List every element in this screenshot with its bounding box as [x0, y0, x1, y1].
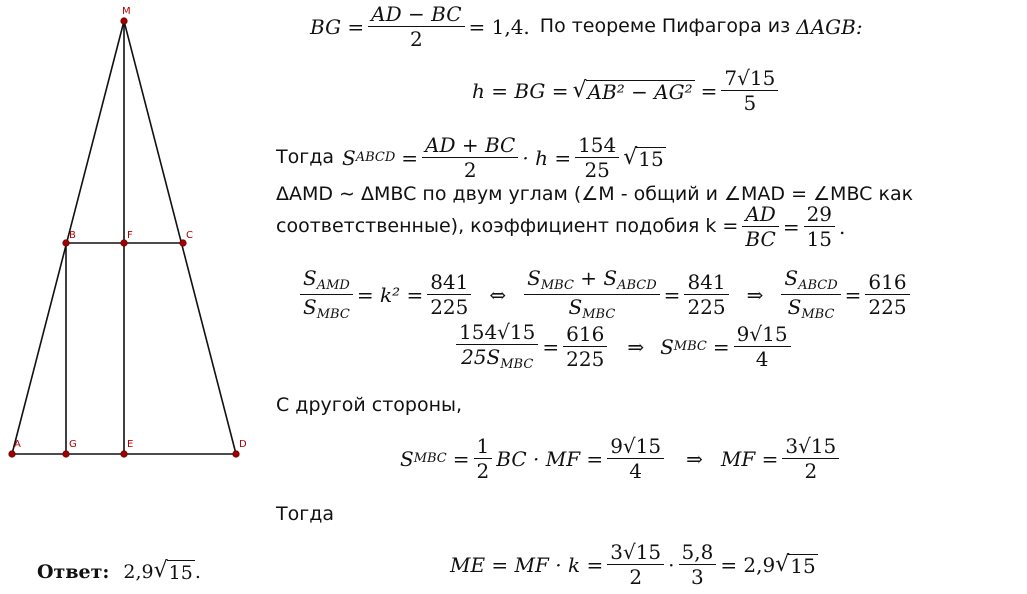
implies-symbol: ⇒ — [627, 334, 645, 359]
area-symbol: S — [660, 334, 674, 359]
fraction-numerator: $S_{ABCD}$ — [781, 268, 840, 295]
fraction-numerator: 616 — [563, 324, 607, 347]
mf-formula — [400, 436, 843, 481]
similarity-coefficient — [276, 204, 845, 249]
fraction — [721, 68, 778, 113]
bg-lhs: BG = — [310, 14, 365, 39]
fraction-denominator: $S_{MBC}$ — [568, 295, 616, 322]
fraction-numerator: 154 — [575, 135, 619, 158]
me-formula — [450, 542, 818, 587]
fraction-denominator: 4 — [629, 459, 643, 483]
fraction — [427, 272, 471, 317]
fraction-numerator: $S_{MBC} + S_{ABCD}$ — [524, 268, 660, 295]
then-text: Тогда — [276, 146, 334, 168]
mf-lhs: MF = — [720, 446, 779, 471]
formula-area-abcd — [276, 135, 666, 180]
equals: = — [401, 145, 419, 170]
fraction-numerator: 1 — [474, 436, 493, 459]
fraction-denominator: 225 — [566, 347, 605, 371]
then-text-2 — [276, 503, 334, 525]
point-M — [121, 18, 128, 25]
fraction-denominator: 225 — [687, 295, 726, 319]
sqrt: √ AB² − AG² — [572, 77, 693, 104]
fraction-numerator: 154√15 — [456, 322, 538, 345]
fraction-denominator: 225 — [430, 295, 469, 319]
fraction — [563, 324, 607, 369]
fraction — [575, 135, 619, 180]
coefficient-text: соответственные), коэффициент подобия k = — [276, 215, 739, 237]
formula-height — [472, 68, 782, 113]
fraction-numerator: 841 — [427, 272, 471, 295]
sqrt: √ 15 — [775, 551, 816, 578]
fraction — [456, 322, 538, 371]
dot-operator: · — [668, 552, 675, 577]
fraction — [422, 135, 518, 180]
equals: = — [712, 334, 730, 359]
implies-symbol: ⇒ — [686, 446, 703, 471]
fraction-denominator: 25 — [584, 158, 610, 182]
label-F: F — [127, 230, 133, 241]
fraction — [474, 436, 493, 481]
height-lhs: h = BG = — [472, 78, 569, 103]
sqrt-argument: AB² − AG² — [587, 79, 693, 104]
me-result: = 2,9 — [720, 552, 776, 577]
fraction — [524, 268, 660, 321]
fraction-denominator: BC — [745, 227, 776, 251]
fraction-numerator: $S_{AMD}$ — [300, 268, 353, 295]
trapezoid-figure — [0, 0, 260, 470]
sqrt: √ 15 — [623, 144, 664, 171]
fraction-numerator: 9√15 — [734, 324, 791, 347]
point-A — [9, 451, 16, 458]
answer — [37, 560, 201, 584]
fraction-denominator: 2 — [629, 565, 643, 589]
fraction-denominator: $S_{MBC}$ — [787, 295, 835, 322]
fraction — [804, 204, 835, 249]
label-C: C — [186, 230, 193, 241]
fraction-denominator: 225 — [868, 295, 907, 319]
sqrt-argument: 15 — [168, 562, 193, 584]
fraction-numerator: 5,8 — [679, 542, 717, 565]
fraction-denominator: 4 — [755, 347, 769, 371]
fraction-numerator: 9√15 — [607, 436, 664, 459]
formula-bg — [310, 4, 863, 49]
equals-k-squared: = k² = — [356, 282, 424, 307]
sqrt: √ 15 — [153, 558, 193, 584]
label-B: B — [69, 230, 76, 241]
fraction-numerator: 3√15 — [782, 436, 839, 459]
similarity-statement: ΔAMD ∼ ΔMBC по двум углам (∠M - общий и ∠MAD = ∠MBC как — [276, 183, 914, 205]
fraction — [734, 324, 791, 369]
fraction-denominator: 5 — [743, 91, 757, 115]
label-A: A — [14, 439, 21, 450]
fraction — [742, 204, 778, 249]
area-mbc-formula — [452, 322, 795, 371]
fraction-denominator: 2 — [409, 27, 423, 51]
equals: = — [452, 446, 470, 471]
then-label: Тогда — [276, 503, 334, 525]
area-ratio-formula — [296, 268, 914, 321]
label-M: M — [122, 6, 131, 17]
fraction-denominator: 3 — [691, 565, 704, 589]
iff-symbol: ⇔ — [489, 282, 507, 307]
fraction-denominator: 2 — [476, 459, 490, 483]
bc-times-mf: BC · MF = — [496, 446, 604, 471]
fraction-denominator: 2 — [804, 459, 818, 483]
point-G — [63, 451, 70, 458]
fraction-numerator: 29 — [804, 204, 835, 227]
label-E: E — [127, 439, 134, 450]
area-subscript: MBC — [413, 451, 447, 466]
sqrt-argument: 15 — [638, 146, 664, 171]
fraction — [607, 436, 664, 481]
fraction-denominator: 15 — [806, 227, 833, 251]
label-D: D — [239, 439, 247, 450]
equals: = — [700, 78, 718, 103]
area-subscript: ABCD — [355, 150, 396, 165]
pythagoras-text: По теореме Пифагора из — [539, 15, 791, 37]
equals: = — [663, 282, 681, 307]
point-E — [121, 451, 128, 458]
fraction-denominator: $S_{MBC}$ — [303, 295, 350, 322]
fraction — [607, 542, 664, 587]
segment-AM — [12, 21, 124, 454]
equals: = — [782, 214, 800, 239]
fraction-numerator: 616 — [865, 272, 909, 295]
segment-DM — [124, 21, 236, 454]
point-D — [233, 451, 240, 458]
area-subscript: MBC — [673, 339, 707, 354]
fraction — [300, 268, 353, 321]
fraction — [865, 272, 909, 317]
period: . — [194, 561, 201, 583]
other-side-label: С другой стороны, — [276, 394, 463, 416]
implies-symbol: ⇒ — [746, 282, 764, 307]
fraction — [782, 436, 839, 481]
fraction-denominator: 2 — [463, 158, 477, 182]
fraction-denominator: $25S_{MBC}$ — [461, 345, 534, 372]
fraction — [368, 4, 464, 49]
fraction-numerator: AD + BC — [422, 135, 518, 158]
other-side-text — [276, 394, 462, 416]
period: . — [839, 214, 846, 239]
triangle-agb: ΔAGB: — [796, 14, 863, 39]
fraction — [781, 268, 840, 321]
equals: = — [844, 282, 862, 307]
me-lhs: ME = MF · k = — [450, 552, 604, 577]
label-G: G — [69, 439, 77, 450]
area-symbol: S — [400, 446, 414, 471]
fraction-numerator: AD − BC — [368, 4, 464, 27]
fraction-numerator: AD — [742, 204, 778, 227]
fraction-numerator: 7√15 — [721, 68, 778, 91]
answer-label: Ответ: — [37, 561, 110, 583]
equals: = — [542, 334, 560, 359]
fraction — [684, 272, 728, 317]
bg-value: = 1,4. — [468, 14, 530, 39]
fraction-numerator: 841 — [684, 272, 728, 295]
answer-value: 2,9 — [123, 561, 154, 583]
sqrt-argument: 15 — [790, 553, 816, 578]
times-h: · h = — [522, 145, 572, 170]
area-symbol: S — [342, 145, 356, 170]
fraction-numerator: 3√15 — [607, 542, 664, 565]
fraction — [679, 542, 717, 587]
